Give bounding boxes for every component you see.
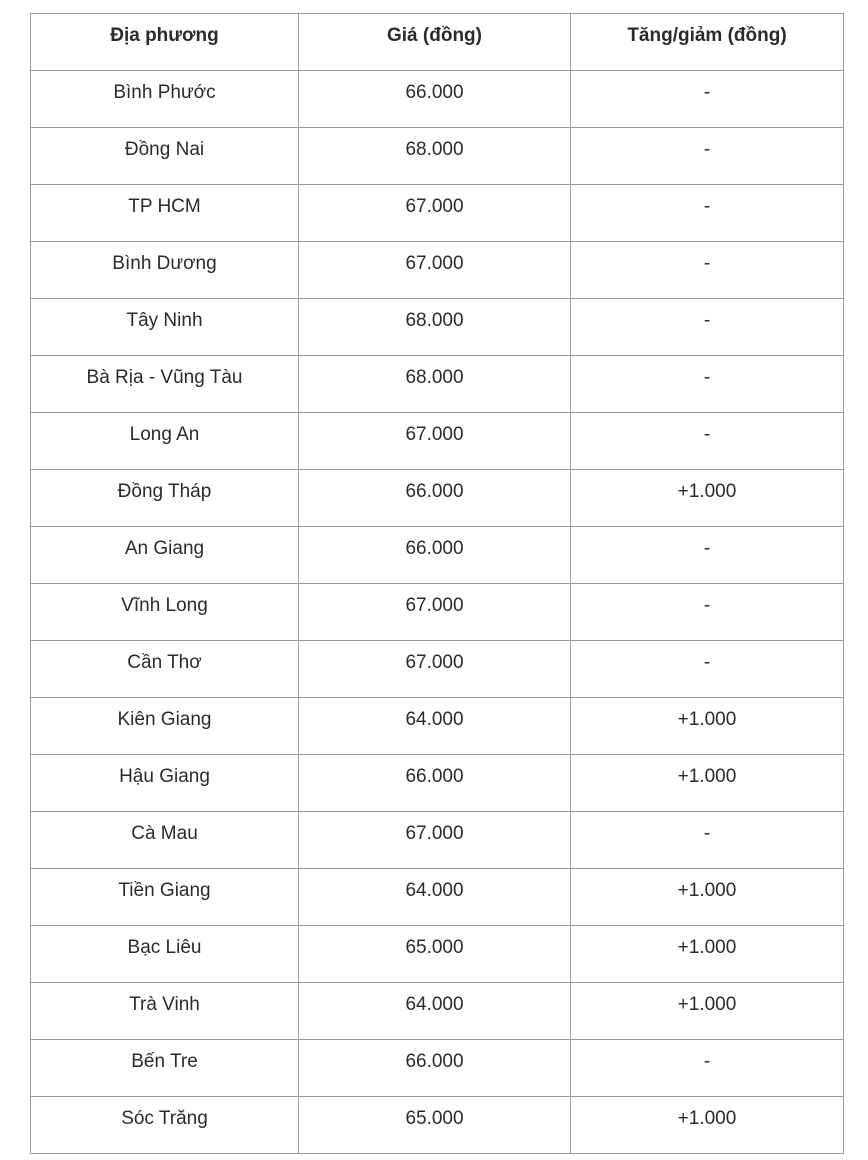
cell-change: +1.000	[571, 698, 844, 755]
cell-location: Tiền Giang	[31, 869, 299, 926]
table-header-row	[31, 14, 844, 71]
cell-change: -	[571, 71, 844, 128]
cell-location: Bến Tre	[31, 1040, 299, 1097]
table-row	[31, 242, 844, 299]
cell-change: +1.000	[571, 470, 844, 527]
table-row	[31, 1040, 844, 1097]
cell-price: 66.000	[299, 527, 571, 584]
cell-location: Bình Dương	[31, 242, 299, 299]
cell-change: -	[571, 1040, 844, 1097]
cell-location: Bình Phước	[31, 71, 299, 128]
cell-change: -	[571, 584, 844, 641]
cell-location: Long An	[31, 413, 299, 470]
cell-price: 66.000	[299, 71, 571, 128]
cell-location: Bạc Liêu	[31, 926, 299, 983]
table-row	[31, 356, 844, 413]
table-row	[31, 755, 844, 812]
cell-change: -	[571, 812, 844, 869]
cell-price: 66.000	[299, 755, 571, 812]
table-row	[31, 641, 844, 698]
column-header-location: Địa phương	[31, 14, 299, 71]
cell-change: -	[571, 299, 844, 356]
cell-change: -	[571, 641, 844, 698]
cell-location: Tây Ninh	[31, 299, 299, 356]
table-row	[31, 128, 844, 185]
cell-price: 64.000	[299, 983, 571, 1040]
cell-price: 64.000	[299, 869, 571, 926]
cell-price: 65.000	[299, 1097, 571, 1154]
table-row	[31, 869, 844, 926]
cell-change: +1.000	[571, 869, 844, 926]
table-row	[31, 584, 844, 641]
table-row	[31, 71, 844, 128]
table-row	[31, 185, 844, 242]
column-header-change: Tăng/giảm (đồng)	[571, 14, 844, 71]
cell-location: An Giang	[31, 527, 299, 584]
cell-price: 68.000	[299, 299, 571, 356]
price-table	[30, 13, 844, 1154]
table-row	[31, 698, 844, 755]
cell-location: Sóc Trăng	[31, 1097, 299, 1154]
cell-location: Vĩnh Long	[31, 584, 299, 641]
cell-price: 67.000	[299, 812, 571, 869]
cell-price: 67.000	[299, 242, 571, 299]
cell-change: +1.000	[571, 983, 844, 1040]
table-row	[31, 1097, 844, 1154]
cell-location: Bà Rịa - Vũng Tàu	[31, 356, 299, 413]
cell-change: -	[571, 413, 844, 470]
cell-change: -	[571, 185, 844, 242]
table-row	[31, 470, 844, 527]
cell-location: Cần Thơ	[31, 641, 299, 698]
table-row	[31, 527, 844, 584]
cell-change: -	[571, 242, 844, 299]
cell-price: 67.000	[299, 185, 571, 242]
cell-price: 68.000	[299, 128, 571, 185]
cell-location: TP HCM	[31, 185, 299, 242]
cell-price: 68.000	[299, 356, 571, 413]
cell-price: 64.000	[299, 698, 571, 755]
cell-change: -	[571, 356, 844, 413]
cell-price: 66.000	[299, 1040, 571, 1097]
table-row	[31, 299, 844, 356]
cell-change: +1.000	[571, 926, 844, 983]
cell-change: +1.000	[571, 755, 844, 812]
cell-location: Đồng Nai	[31, 128, 299, 185]
cell-price: 67.000	[299, 413, 571, 470]
cell-change: -	[571, 128, 844, 185]
cell-location: Cà Mau	[31, 812, 299, 869]
table-row	[31, 812, 844, 869]
table-row	[31, 983, 844, 1040]
cell-location: Đồng Tháp	[31, 470, 299, 527]
table-row	[31, 413, 844, 470]
cell-price: 65.000	[299, 926, 571, 983]
cell-location: Hậu Giang	[31, 755, 299, 812]
cell-location: Trà Vinh	[31, 983, 299, 1040]
table-row	[31, 926, 844, 983]
cell-price: 67.000	[299, 641, 571, 698]
cell-location: Kiên Giang	[31, 698, 299, 755]
column-header-price: Giá (đồng)	[299, 14, 571, 71]
cell-change: -	[571, 527, 844, 584]
cell-price: 67.000	[299, 584, 571, 641]
cell-change: +1.000	[571, 1097, 844, 1154]
cell-price: 66.000	[299, 470, 571, 527]
